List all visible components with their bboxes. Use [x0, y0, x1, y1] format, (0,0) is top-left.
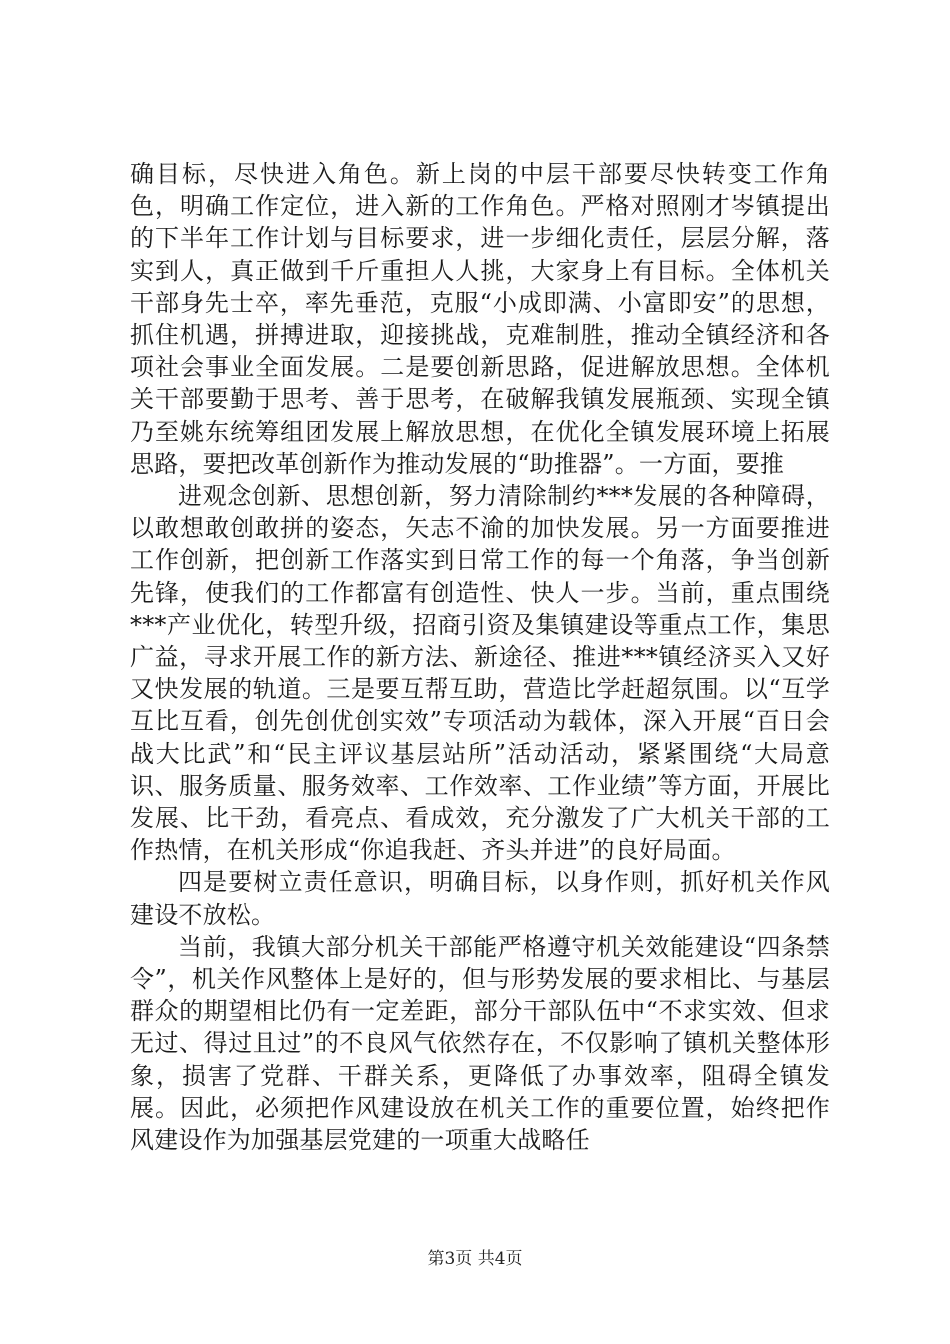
page-footer: 第3页 共4页	[427, 1249, 523, 1269]
document-body	[130, 158, 830, 1156]
paragraph: 进观念创新、思想创新，努力清除制约***发展的各种障碍，以敢想敢创敢拼的姿态，矢志不渝的加快发展。另一方面要推进工作创新，把创新工作落实到日常工作的每一个角落，争当创新先锋，使我们的工作都富有创造性、快人一步。当前，重点围绕***产业优化，转型升级，招商引资及集镇建设等重点工作，集思广益，寻求开展工作的新方法、新途径、推进***镇经济买入又好又快发展的轨道。三是要互帮互助，营造比学赶超氛围。以“互学互比互看，创先创优创实效”专项活动为载体，深入开展“百日会战大比武”和“民主评议基层站所”活动活动，紧紧围绕“大局意识、服务质量、服务效率、工作效率、工作业绩”等方面，开展比发展、比干劲，看亮点、看成效，充分激发了广大机关干部的工作热情，在机关形成“你追我赶、齐头并进”的良好局面。	[130, 482, 830, 865]
paragraph: 四是要树立责任意识，明确目标，以身作则，抓好机关作风建设不放松。	[130, 868, 830, 929]
paragraph: 确目标，尽快进入角色。新上岗的中层干部要尽快转变工作角色，明确工作定位，进入新的工作角色。严格对照刚才岑镇提出的下半年工作计划与目标要求，进一步细化责任，层层分解，落实到人，真正做到千斤重担人人挑，大家身上有目标。全体机关干部身先士卒，率先垂范，克服“小成即满、小富即安”的思想，抓住机遇，拼搏进取，迎接挑战，克难制胜，推动全镇经济和各项社会事业全面发展。二是要创新思路，促进解放思想。全体机关干部要勤于思考、善于思考，在破解我镇发展瓶颈、实现全镇乃至姚东统筹组团发展上解放思想，在优化全镇发展环境上拓展思路，要把改革创新作为推动发展的“助推器”。一方面，要推	[130, 160, 830, 478]
paragraph: 当前，我镇大部分机关干部能严格遵守机关效能建设“四条禁令”，机关作风整体上是好的，但与形势发展的要求相比、与基层群众的期望相比仍有一定差距，部分干部队伍中“不求实效、但求无过、得过且过”的不良风气依然存在，不仅影响了镇机关整体形象，损害了党群、干群关系，更降低了办事效率，阻碍全镇发展。因此，必须把作风建设放在机关工作的重要位置，始终把作风建设作为加强基层党建的一项重大战略任	[130, 932, 830, 1155]
